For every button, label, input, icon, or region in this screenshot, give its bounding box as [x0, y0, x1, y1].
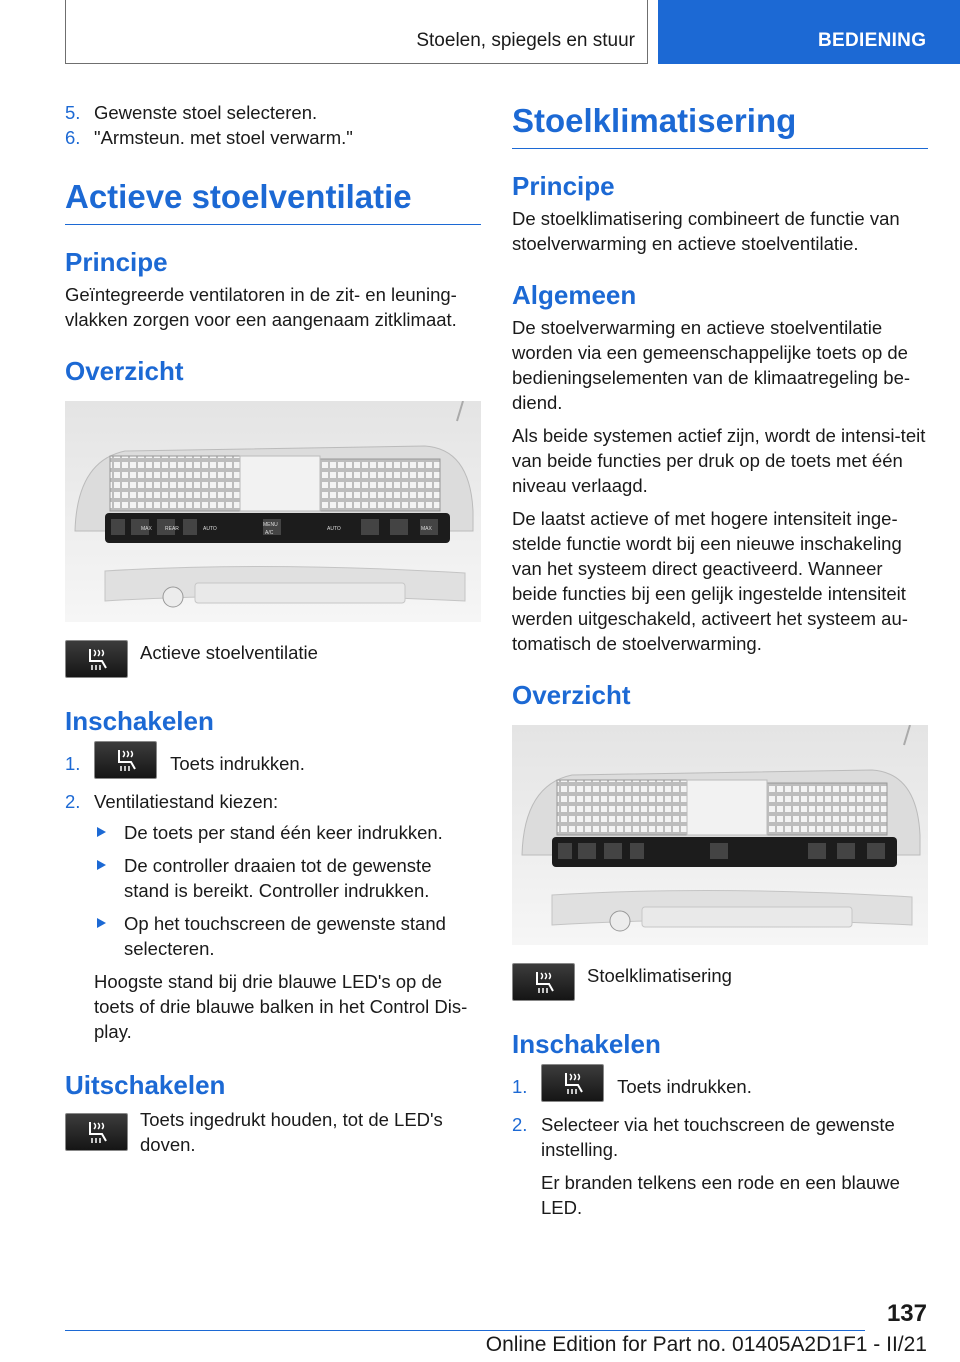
general-paragraph: De stoelverwarming en actieve stoelventilatie worden via een gemeenschappelijke toets op de bedieningselementen van de klimaatregeling be-diend.: [512, 317, 911, 413]
seat-climate-icon: [531, 969, 557, 995]
footer-divider: [65, 1330, 865, 1331]
climate-panel-illustration: [65, 401, 481, 622]
section-title-ventilation: Actieve stoelventilatie: [65, 178, 481, 225]
photo-caption: [65, 640, 481, 678]
edition-footer: Online Edition for Part no. 01405A2D1F1 - II/21: [485, 1333, 927, 1356]
continued-steps: [65, 100, 481, 150]
list-item: 1. Toets indrukken.: [65, 745, 481, 789]
seat-climate-icon: [560, 1070, 586, 1096]
header-section-title: Stoelen, spiegels en stuur: [416, 30, 635, 51]
caption-text: Actieve stoelventilatie: [140, 642, 318, 663]
list-item: 2. Selecteer via het touchscreen de gewenste instelling. Er branden telkens een rode en een blauwe LED.: [512, 1112, 928, 1220]
heading-overview: Overzicht: [65, 356, 184, 386]
climate-panel-illustration: [512, 725, 928, 945]
list-item: 2. Ventilatiestand kiezen: De toets per stand één keer indrukken. De controller draaien tot de gewenste stand is bereikt. Controller indrukken. Op het touchscreen de gewenste stand selecteren. Hoogste stand bij drie blauwe LED's op de toets of drie blauwe balken in het Control Dis-play.: [65, 789, 481, 1044]
heading-general: Algemeen: [512, 280, 637, 310]
photo-caption: [512, 963, 928, 1001]
right-column: [512, 102, 928, 1220]
list-item: 5. Gewenste stoel selecteren.: [65, 102, 318, 123]
heading-switch-on: Inschakelen: [512, 1029, 661, 1059]
ventilation-options: [94, 820, 481, 961]
general-paragraph: De laatst actieve of met hogere intensiteit inge-stelde functie wordt bij een nieuwe inschakeling van het systeem direct geactiveerd. Wanneer beide functies bij een gelijk ingestelde intensiteit werden uitgeschakeld, activeert het systeem au-tomatisch de stoelverwarming.: [512, 508, 908, 654]
general-paragraph: Als beide systemen actief zijn, wordt de intensi-teit van beide functies per druk op de toets met één niveau verlaagd.: [512, 425, 926, 496]
principle-text: Geïntegreerde ventilatoren in de zit- en leuning-vlakken zorgen voor een aangenaam zitklimaat.: [65, 284, 457, 330]
list-item: 1. Toets indrukken.: [512, 1068, 928, 1112]
switch-on-steps: [512, 1068, 928, 1220]
seat-climate-button-inline: [541, 1064, 604, 1102]
seat-ventilation-icon: [113, 747, 139, 773]
seat-ventilation-button: [65, 640, 128, 678]
list-item: De toets per stand één keer indrukken.: [94, 820, 481, 845]
seat-ventilation-button-inline: [94, 741, 157, 779]
heading-overview: Overzicht: [512, 680, 631, 710]
switch-off-row: [65, 1107, 481, 1157]
list-item: 6. "Armsteun. met stoel verwarm.": [65, 127, 353, 148]
heading-switch-off: Uitschakelen: [65, 1070, 226, 1100]
caption-text: Stoelklimatisering: [587, 965, 732, 986]
max-level-note: Hoogste stand bij drie blauwe LED's op de toets of drie blauwe balken in het Control Dis-play.: [94, 971, 468, 1042]
led-note: Er branden telkens een rode en een blauwe LED.: [541, 1172, 900, 1218]
switch-off-text: Toets ingedrukt houden, tot de LED's doven.: [140, 1109, 443, 1155]
header-chapter-label: BEDIENING: [818, 30, 927, 51]
panel-label-menu: MENU: [263, 522, 278, 528]
seat-ventilation-icon: [84, 646, 110, 672]
panel-label-max-2: MAX: [421, 526, 432, 532]
list-item: De controller draaien tot de gewenste stand is bereikt. Controller indrukken.: [94, 853, 481, 903]
panel-label-ac: A/C: [265, 530, 274, 536]
page-number: 137: [886, 1300, 927, 1327]
panel-label-rear: REAR: [165, 526, 179, 532]
climate-panel-photo: [512, 725, 928, 945]
list-item: Op het touchscreen de gewenste stand selecteren.: [94, 911, 481, 961]
seat-ventilation-button-off: [65, 1113, 128, 1151]
seat-climate-button: [512, 963, 575, 1001]
climate-panel-photo: [65, 401, 481, 622]
header-chapter-tab[interactable]: [658, 0, 960, 64]
panel-label-max: MAX: [141, 526, 152, 532]
section-title-seat-climate: Stoelklimatisering: [512, 102, 928, 149]
switch-on-steps: [65, 745, 481, 1044]
principle-text: De stoelklimatisering combineert de functie van stoelverwarming en actieve stoelventilatie.: [512, 208, 900, 254]
left-column: [65, 100, 481, 1157]
panel-label-auto-2: AUTO: [327, 526, 341, 532]
heading-principle: Principe: [65, 247, 168, 277]
panel-label-auto: AUTO: [203, 526, 217, 532]
heading-switch-on: Inschakelen: [65, 706, 214, 736]
header-section-box: [65, 0, 648, 64]
heading-principle: Principe: [512, 171, 615, 201]
seat-ventilation-icon: [84, 1119, 110, 1145]
